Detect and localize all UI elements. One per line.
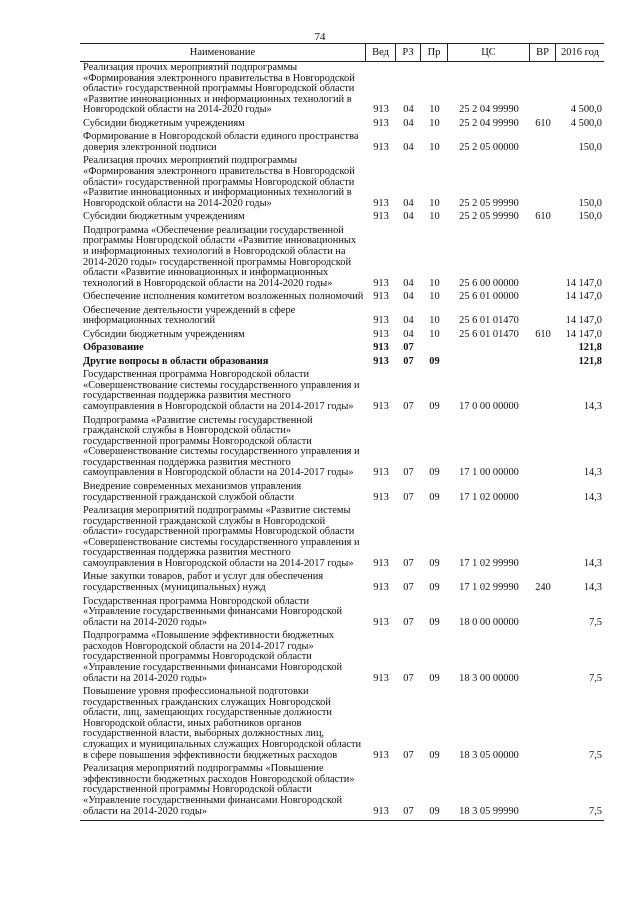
page-number: 74 (314, 31, 326, 43)
cell-rz: 07 (403, 355, 414, 367)
cell-ved: 913 (373, 328, 389, 340)
cell-name: Обеспечение исполнения комитетом возложенных полномочий (83, 291, 364, 303)
cell-rz: 04 (403, 104, 414, 116)
cell-name: Реализация мероприятий подпрограммы «Повышение эффективности бюджетных расходов Новгородской области» государственной программы Новгородской области «Управление государственными финансами Новгородской области на 2014-2020 годы» (83, 763, 355, 817)
cell-sum: 7,5 (589, 672, 602, 684)
cell-name: Реализация мероприятий подпрограммы «Развитие системы государственной гражданской службы в Новгородской области» государственной программы Новгородской области «Совершенствование системы государственного управления и государственная поддержка развития местного самоуправления в Новгородской области на 2014-2017 годы» (83, 505, 360, 569)
table-row (80, 597, 604, 629)
cell-name: Повышение уровня профессиональной подготовки государственных гражданских служащих Новгородской области, лиц, замещающих государственные должности Новгородской области, иных работников органов государственной власти, выборных должностных лиц, служащих и муниципальных служащих Новгородской области в сфере повышения эффективности бюджетных расходов (83, 686, 362, 761)
cell-cs: 17 1 02 99990 (459, 582, 519, 594)
cell-rz: 04 (403, 315, 414, 327)
table-row (80, 119, 604, 130)
cell-rz: 07 (403, 342, 414, 354)
cell-pr: 10 (429, 211, 440, 223)
table-row (80, 63, 604, 116)
cell-pr: 09 (429, 355, 440, 367)
cell-name: Формирование в Новгородской области единого пространства доверия электронной подписи (83, 131, 359, 153)
cell-rz: 07 (403, 467, 414, 479)
cell-rz: 07 (403, 582, 414, 594)
cell-rz: 07 (403, 805, 414, 817)
cell-sum: 14,3 (583, 558, 602, 569)
cell-ved: 913 (373, 104, 389, 116)
cell-ved: 913 (373, 315, 389, 327)
cell-name: Другие вопросы в области образования (83, 355, 269, 367)
cell-rz: 07 (403, 616, 414, 628)
cell-ved: 913 (373, 211, 389, 223)
cell-rz: 07 (403, 491, 414, 503)
cell-rz: 07 (403, 401, 414, 413)
cell-cs: 17 1 02 99990 (459, 558, 519, 569)
cell-pr: 10 (429, 197, 440, 209)
cell-pr: 09 (429, 401, 440, 413)
table-row (80, 343, 604, 354)
cell-ved: 913 (373, 197, 389, 209)
cell-vr: 240 (535, 582, 551, 594)
header-vr: ВР (530, 44, 556, 61)
table-row (80, 687, 604, 761)
cell-cs: 25 2 05 99990 (459, 211, 519, 223)
cell-rz: 04 (403, 197, 414, 209)
table-row (80, 506, 604, 570)
cell-cs: 25 6 01 01470 (459, 328, 519, 340)
cell-sum: 4 500,0 (570, 104, 602, 116)
cell-pr: 09 (429, 491, 440, 503)
cell-vr: 610 (535, 117, 551, 129)
table-row (80, 132, 604, 153)
table-row (80, 416, 604, 480)
header-name: Наименование (80, 44, 366, 61)
cell-ved: 913 (373, 291, 389, 303)
cell-sum: 14 147,0 (565, 315, 602, 327)
cell-rz: 07 (403, 672, 414, 684)
cell-ved: 913 (373, 491, 389, 503)
cell-name: Субсидии бюджетным учреждениям (83, 211, 245, 223)
cell-pr: 10 (429, 291, 440, 303)
table-row (80, 212, 604, 223)
cell-sum: 14,3 (583, 401, 602, 413)
table-row (80, 631, 604, 684)
cell-name: Государственная программа Новгородской области «Совершенствование системы государственного управления и государственная поддержка развития местного самоуправления в Новгородской области на 2014-2017 годы» (83, 369, 360, 413)
table-row (80, 357, 604, 368)
cell-sum: 150,0 (578, 211, 602, 223)
cell-sum: 121,8 (578, 342, 602, 354)
cell-cs: 18 3 00 00000 (459, 672, 519, 684)
cell-name: Образование (83, 342, 144, 354)
cell-ved: 913 (373, 355, 389, 367)
cell-rz: 07 (403, 749, 414, 761)
cell-cs: 25 6 00 00000 (459, 277, 519, 289)
cell-rz: 04 (403, 211, 414, 223)
cell-ved: 913 (373, 805, 389, 817)
header-pr: Пр (421, 44, 448, 61)
cell-pr: 09 (429, 467, 440, 479)
cell-rz: 04 (403, 328, 414, 340)
cell-pr: 09 (429, 558, 440, 569)
cell-pr: 09 (429, 582, 440, 594)
table-row (80, 764, 604, 817)
cell-rz: 04 (403, 117, 414, 129)
cell-cs: 17 0 00 00000 (459, 401, 519, 413)
cell-sum: 14 147,0 (565, 277, 602, 289)
cell-cs: 25 2 04 99990 (459, 104, 519, 116)
cell-name: Обеспечение деятельности учреждений в сфере информационных технологий (83, 304, 296, 327)
cell-pr: 09 (429, 616, 440, 628)
cell-pr: 10 (429, 315, 440, 327)
cell-pr: 09 (429, 805, 440, 817)
cell-rz: 07 (403, 558, 414, 569)
cell-rz: 04 (403, 277, 414, 289)
cell-name: Иные закупки товаров, работ и услуг для обеспечения государственных (муниципальных) нужд (83, 571, 324, 594)
cell-sum: 14,3 (583, 491, 602, 503)
cell-cs: 25 2 05 00000 (459, 141, 519, 153)
table-row (80, 156, 604, 209)
cell-name: Субсидии бюджетным учреждениям (83, 328, 245, 340)
cell-pr: 10 (429, 117, 440, 129)
cell-name: Реализация прочих мероприятий подпрограммы «Формирования электронного правительства в Новгородской области» государственной программы Новгородской области «Развитие инновационных и информационных технологий в Новгородской области на 2014-2020 годы» (83, 62, 355, 116)
cell-ved: 913 (373, 342, 389, 354)
cell-name: Подпрограмма «Развитие системы государственной гражданской службы в Новгородской области» государственной программы Новгородской области «Совершенствование системы государственного управления и государственная поддержка развития местного самоуправления в Новгородской области на 2014-2017 годы» (83, 414, 360, 479)
cell-name: Государственная программа Новгородской области «Управление государственными финансами Новгородской области на 2014-2020 годы» (83, 595, 343, 628)
cell-vr: 610 (535, 211, 551, 223)
cell-rz: 04 (403, 141, 414, 153)
cell-ved: 913 (373, 582, 389, 594)
cell-sum: 7,5 (589, 749, 602, 761)
cell-pr: 10 (429, 328, 440, 340)
table-row (80, 226, 604, 290)
cell-pr: 10 (429, 141, 440, 153)
table-row (80, 370, 604, 412)
cell-sum: 14 147,0 (565, 328, 602, 340)
cell-pr: 10 (429, 277, 440, 289)
cell-cs: 25 6 01 00000 (459, 291, 519, 303)
header-cs: ЦС (448, 44, 530, 61)
cell-sum: 4 500,0 (570, 117, 602, 129)
cell-sum: 14 147,0 (565, 291, 602, 303)
header-ved: Вед (366, 44, 396, 61)
cell-cs: 18 3 05 99990 (459, 805, 519, 817)
table-row (80, 306, 604, 327)
cell-cs: 17 1 02 00000 (459, 491, 519, 503)
table-row (80, 292, 604, 303)
cell-cs: 18 3 05 00000 (459, 749, 519, 761)
cell-cs: 25 2 05 99990 (459, 197, 519, 209)
cell-ved: 913 (373, 558, 389, 569)
cell-pr: 09 (429, 672, 440, 684)
cell-sum: 7,5 (589, 616, 602, 628)
table-header (80, 44, 604, 62)
budget-table (80, 43, 604, 821)
cell-ved: 913 (373, 749, 389, 761)
table-row (80, 482, 604, 503)
cell-ved: 913 (373, 467, 389, 479)
cell-rz: 04 (403, 291, 414, 303)
cell-pr: 10 (429, 104, 440, 116)
cell-cs: 17 1 00 00000 (459, 467, 519, 479)
header-sum: 2016 год (561, 47, 599, 58)
cell-cs: 18 0 00 00000 (459, 616, 519, 628)
cell-vr: 610 (535, 328, 551, 340)
cell-ved: 913 (373, 117, 389, 129)
cell-sum: 150,0 (578, 197, 602, 209)
cell-ved: 913 (373, 401, 389, 413)
cell-name: Подпрограмма «Повышение эффективности бюджетных расходов Новгородской области на 2014-2017 годы» государственной программы Новгородской области «Управление государственными финансами Новгородской области на 2014-2020 годы» (83, 630, 343, 684)
cell-sum: 14,3 (583, 467, 602, 479)
cell-sum: 14,3 (583, 582, 602, 594)
cell-name: Подпрограмма «Обеспечение реализации государственной программы Новгородской области «Развитие инновационных и информационных технологий в Новгородской области на 2014-2020 годы» государственной программы Новгородской области «Развитие инновационных и информационных технологий в Новгородской области на 2014-2020 годы» (83, 224, 357, 289)
cell-sum: 7,5 (589, 805, 602, 817)
cell-sum: 121,8 (578, 355, 602, 367)
cell-cs: 25 2 04 99990 (459, 117, 519, 129)
table-row (80, 330, 604, 341)
cell-ved: 913 (373, 672, 389, 684)
cell-ved: 913 (373, 616, 389, 628)
cell-cs: 25 6 01 01470 (459, 315, 519, 327)
cell-name: Субсидии бюджетным учреждениям (83, 117, 245, 129)
cell-ved: 913 (373, 277, 389, 289)
cell-pr: 09 (429, 749, 440, 761)
cell-ved: 913 (373, 141, 389, 153)
cell-sum: 150,0 (578, 141, 602, 153)
table-body (80, 62, 604, 817)
table-row (80, 572, 604, 593)
cell-name: Внедрение современных механизмов управления государственной гражданской службой области (83, 480, 302, 503)
header-rz: РЗ (396, 44, 421, 61)
cell-name: Реализация прочих мероприятий подпрограммы «Формирования электронного правительства в Новгородской области» государственной программы Новгородской области «Развитие инновационных и информационных технологий в Новгородской области на 2014-2020 годы» (83, 155, 355, 209)
